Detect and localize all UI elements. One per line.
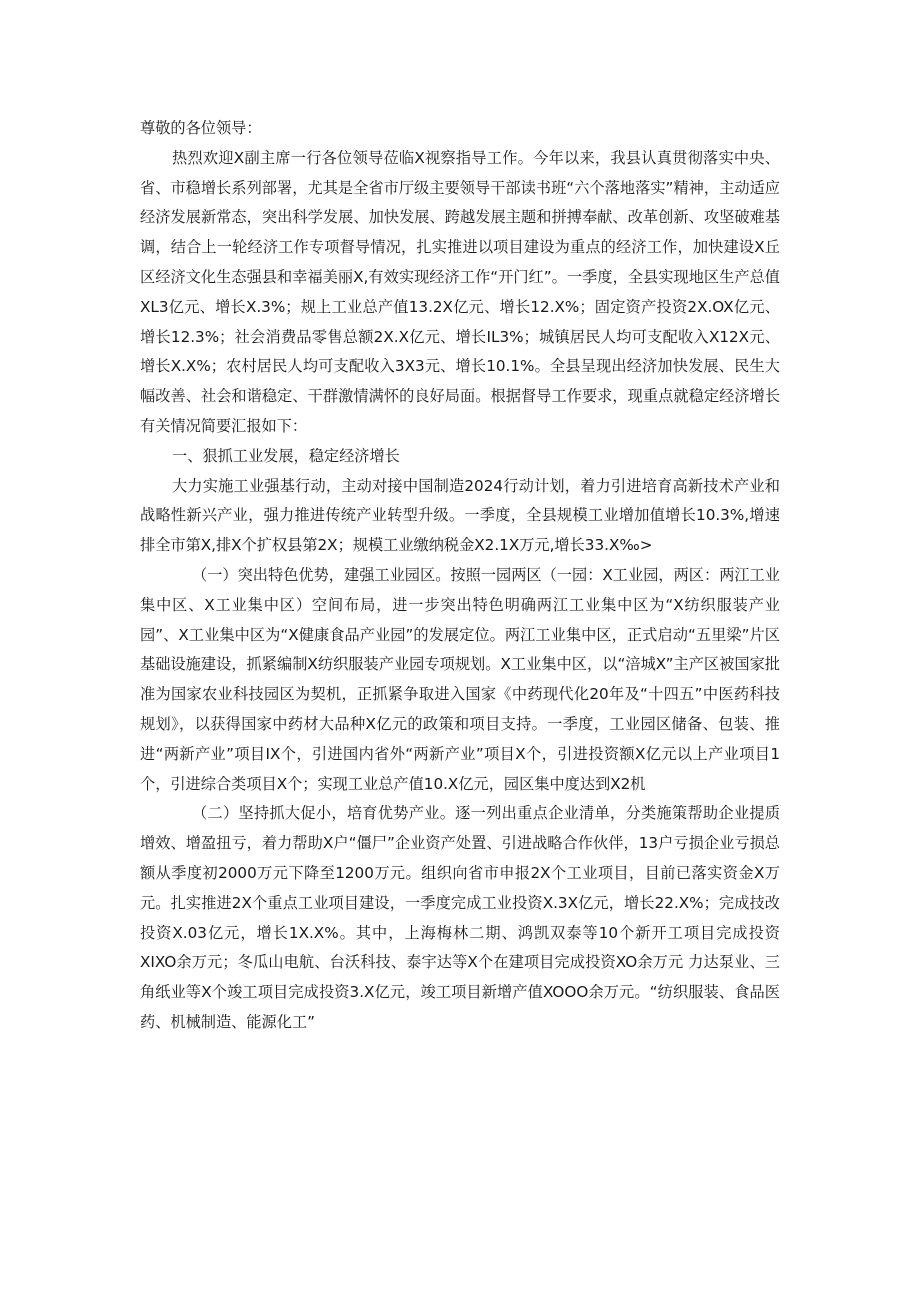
intro-paragraph: 热烈欢迎X副主席一行各位领导莅临X视察指导工作。今年以来，我县认真贯彻落实中央、省、市稳增长系列部署，尤其是全省市厅级主要领导干部读书班“六个落地落实”精神，主动适应经济发展新常态，突出科学发展、加快发展、跨越发展主题和拼搏奉献、改革创新、攻坚破难基调，结合上一轮经济工作专项督导情况，扎实推进以项目建设为重点的经济工作，加快建设X丘区经济文化生态强县和幸福美丽X,有效实现经济工作“开门红”。一季度，全县实现地区生产总值XL3亿元、增长X.3%；规上工业总产值13.2X亿元、增长12.X%；固定资产投资2X.OX亿元、增长12.3%；社会消费品零售总额2X.X亿元、增长IL3%；城镇居民人均可支配收入X12X元、增长X.X%；农村居民人均可支配收入3X3元、增长10.1%。全县呈现出经济加快发展、民生大幅改善、社会和谐稳定、干群激情满怀的良好局面。根据督导工作要求，现重点就稳定经济增长有关情况简要汇报如下：	[140, 148, 780, 435]
section-heading: 一、狠抓工业发展，稳定经济增长	[172, 446, 400, 465]
salutation: 尊敬的各位领导：	[140, 119, 262, 137]
section-paragraph: 大力实施工业强基行动，主动对接中国制造2024行动计划，着力引进培育高新技术产业和战略性新兴产业，强力推进传统产业转型升级。一季度，全县规模工业增加值增长10.3%,增速排全市第X,排X个扩权县第2X；规模工业缴纳税金X2.1X万元,增长33.X‰>	[140, 476, 780, 555]
subsection-two-paragraph: （二）坚持抓大促小，培育优势产业。逐一列出重点企业清单，分类施策帮助企业提质增效、增盈扭亏，着力帮助X户“僵尸”企业资产处置、引进战略合作伙伴，13户亏损企业亏损总额从季度初2000万元下降至1200万元。组织向省市申报2X个工业项目，目前已落实资金X万元。扎实推进2X个重点工业项目建设，一季度完成工业投资X.3X亿元，增长22.X%；完成技改投资X.03亿元，增长1X.X%。其中，上海梅林二期、鸿凯双泰等10个新开工项目完成投资XIXO余万元；冬瓜山电航、台沃科技、泰宇达等X个在建项目完成投资XO余万元 力达泵业、三角纸业等X个竣工项目完成投资3.X亿元，竣工项目新增产值XOOO余万元。“纺织服装、食品医药、机械制造、能源化工”	[140, 804, 780, 1031]
document-body	[140, 114, 780, 1038]
subsection-one-paragraph: （一）突出特色优势，建强工业园区。按照一园两区（一园：X工业园，两区：两江工业集中区、X工业集中区）空间布局，进一步突出特色明确两江工业集中区为“X纺织服装产业园”、X工业集中区为“X健康食品产业园”的发展定位。两江工业集中区，正式启动“五里梁”片区基础设施建设，抓紧编制X纺织服装产业园专项规划。X工业集中区，以“涪城X”主产区被国家批准为国家农业科技园区为契机，正抓紧争取进入国家《中药现代化20年及“十四五”中医药科技规划》，以获得国家中药材大品种X亿元的政策和项目支持。一季度，工业园区储备、包装、推进“两新产业”项目IX个，引进国内省外“两新产业”项目X个，引进投资额X亿元以上产业项目1个，引进综合类项目X个；实现工业总产值10.X亿元，园区集中度达到X2机	[140, 565, 780, 793]
